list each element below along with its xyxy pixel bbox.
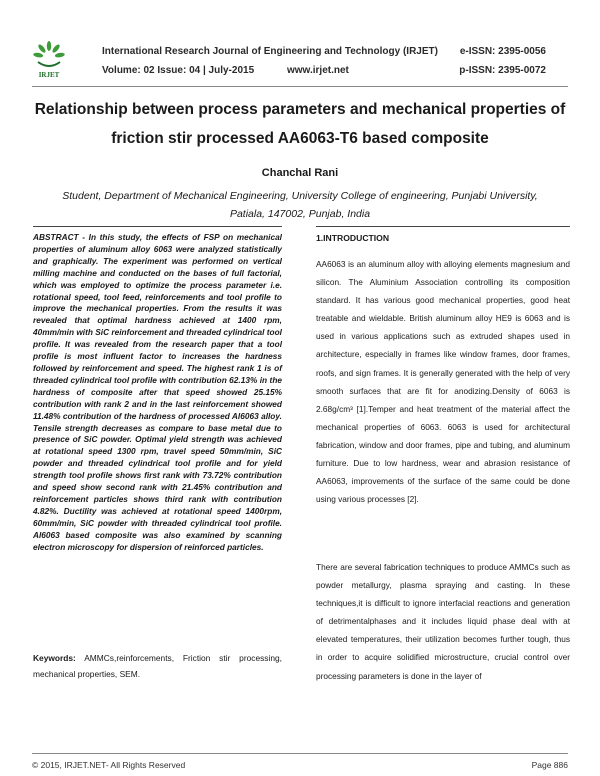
abstract-text: ABSTRACT - In this study, the effects of FSP on mechanical properties of aluminum alloy 6063 were analyzed statistically and graphically. The experiment was performed on vertical milling machine and conducted on the bases of full factorial, which was employed to optimize the process parameter i.e. rotational speed, tool feed, reinforcements and tool profile to improve the mechanical properties. From the results it was revealed that optimal hardness achieved at 1400 rpm, 40mm/min with SiC reinforcement and threaded cylindrical tool profile. It was revealed from the research paper that a tool profile is most influent factor to increases the hardness followed by reinforcement and speed. The highest rank 1 is of threaded cylindrical tool profile with contribution 62.13% in the hardness of composite after that speed showed 25.15% contribution with rank 2 and in the last reinforcement showed 11.48% contribution of the hardness of processed Al6063 alloy. Tensile strength decreases as compare to base metal due to presence of SiC powder. Optimal yield strength was achieved at rotational speed 1300 rpm, travel speed 50mm/min, SiC powder and threaded cylindrical tool profile and for yield strength tool profile shows first rank with 73.72% contribution and speed show second rank with 21.45% contribution and reinforcement particles shows third rank with contribution 4.82%. Ductility was achieved at rotational speed 1400rpm, 60mm/min, SiC powder with threaded cylindrical tool profile. Al6063 based composite was also examined by scanning electron microscopy for dispersion of reinforced particles. bbox=[33, 232, 282, 552]
journal-name: International Research Journal of Engineering and Technology (IRJET) bbox=[102, 46, 438, 57]
section-heading-introduction: 1.INTRODUCTION bbox=[316, 233, 390, 243]
e-issn: e-ISSN: 2395-0056 bbox=[459, 46, 546, 57]
author-affiliation: Student, Department of Mechanical Engineering, University College of engineering, Punjabi University, Patiala, 147002, Punjab, India bbox=[62, 190, 538, 220]
keywords-label: Keywords: bbox=[33, 653, 76, 663]
paper-title: Relationship between process parameters and mechanical properties of friction stir processed AA6063-T6 based composite bbox=[34, 101, 566, 147]
intro-paragraph-1: AA6063 is an aluminum alloy with alloying elements magnesium and silicon. The Aluminium Association controlling its composition standard. It has various good mechanical properties, good heat treatable and wieldable. British aluminum alloy HE9 is 6063 and is used in various applications such as extruded shapes used in architecture, especially in frames like window frames, door frames, roofs, and sign frames. It is generally generated with the help of very smooth surfaces that are fit for anodizing.Density of 6063 is 2.68g/cm³ [1].Temper and heat treatment of the material affect the mechanical properties of 6063. 6063 is used for architectural fabrication, window and door frames, pipe and tubing, and aluminum furniture. Due to low hardness, wear and abrasion resistance of AA6063, improvements of the surface of the same could be done using various processes [2]. bbox=[316, 259, 570, 505]
intro-divider bbox=[316, 226, 570, 227]
journal-header bbox=[32, 40, 568, 82]
logo-text: IRJET bbox=[38, 71, 60, 79]
p-issn: p-ISSN: 2395-0072 bbox=[459, 65, 546, 76]
page-number: Page 886 bbox=[531, 760, 568, 770]
author-name: Chanchal Rani bbox=[261, 167, 339, 179]
keywords-text: AMMCs,reinforcements, Friction stir processing, mechanical properties, SEM. bbox=[33, 653, 283, 679]
irjet-logo bbox=[32, 40, 66, 80]
intro-paragraph-2: There are several fabrication techniques to produce AMMCs such as powder metallurgy, plasma spraying and casting. In these techniques,it is difficult to ignore interfacial reactions and generation of detrimentalphases and it includes liquid phase deal with at elevated temperatures, their utilization becomes further tough, thus in order to acquire solidified microstructure, crucial control over processing parameters is done in the layer of bbox=[316, 562, 570, 681]
keywords bbox=[33, 650, 282, 682]
header-divider bbox=[32, 86, 568, 87]
journal-website[interactable]: www.irjet.net bbox=[287, 65, 349, 76]
footer-copyright: © 2015, IRJET.NET- All Rights Reserved bbox=[32, 760, 186, 770]
volume-issue: Volume: 02 Issue: 04 | July-2015 bbox=[102, 65, 255, 76]
abstract-divider bbox=[33, 226, 282, 227]
footer-divider bbox=[32, 753, 568, 754]
